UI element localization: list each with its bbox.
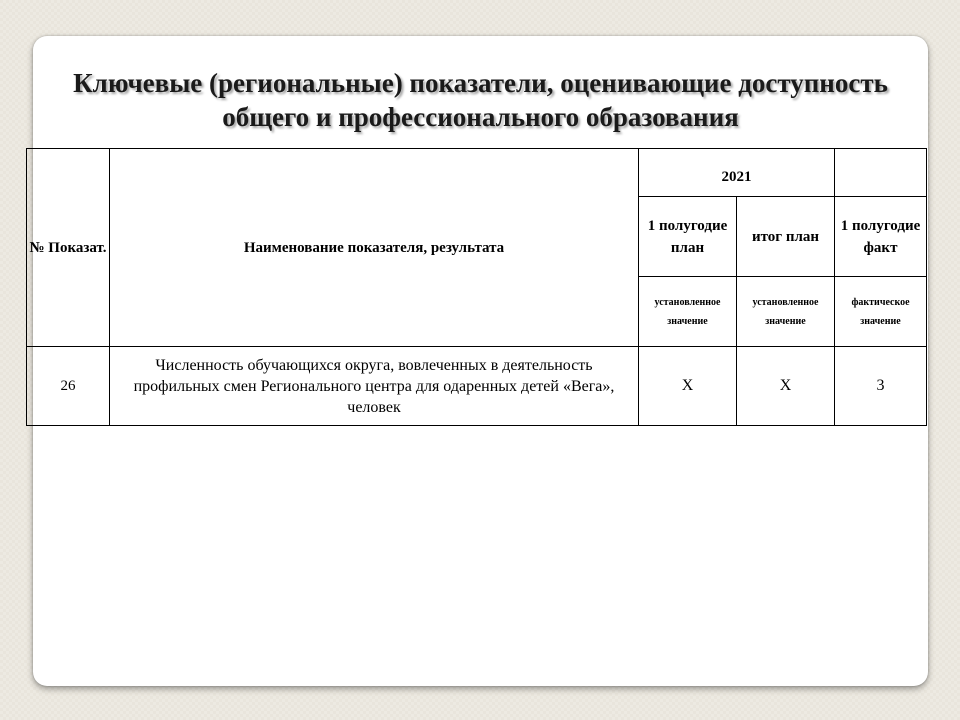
title-line-1: Ключевые (региональные) показатели, оценивающие доступность — [73, 68, 888, 98]
table-row — [27, 347, 927, 426]
header-year: 2021 — [639, 149, 835, 197]
header-col-1-label: 1 полугодие план — [639, 197, 737, 277]
title-line-2: общего и профессионального образования — [222, 102, 739, 132]
indicators-table — [26, 148, 927, 426]
row-value-plan-half: Х — [639, 347, 737, 426]
header-col-2-sub: установленное значение — [737, 277, 835, 347]
header-col-3-sub: фактическое значение — [835, 277, 927, 347]
row-name: Численность обучающихся округа, вовлеченных в деятельность профильных смен Регионального центра для одаренных детей «Вега», человек — [110, 347, 639, 426]
row-value-plan-total: Х — [737, 347, 835, 426]
slide-title — [33, 66, 928, 134]
row-number: 26 — [27, 347, 110, 426]
header-col-2-label: итог план — [737, 197, 835, 277]
header-row-year — [27, 149, 927, 197]
header-col-3-label: 1 полугодие факт — [835, 197, 927, 277]
header-number: № Показат. — [27, 149, 110, 347]
row-value-fact-half: 3 — [835, 347, 927, 426]
header-year-empty — [835, 149, 927, 197]
header-col-1-sub: установленное значение — [639, 277, 737, 347]
header-name: Наименование показателя, результата — [110, 149, 639, 347]
